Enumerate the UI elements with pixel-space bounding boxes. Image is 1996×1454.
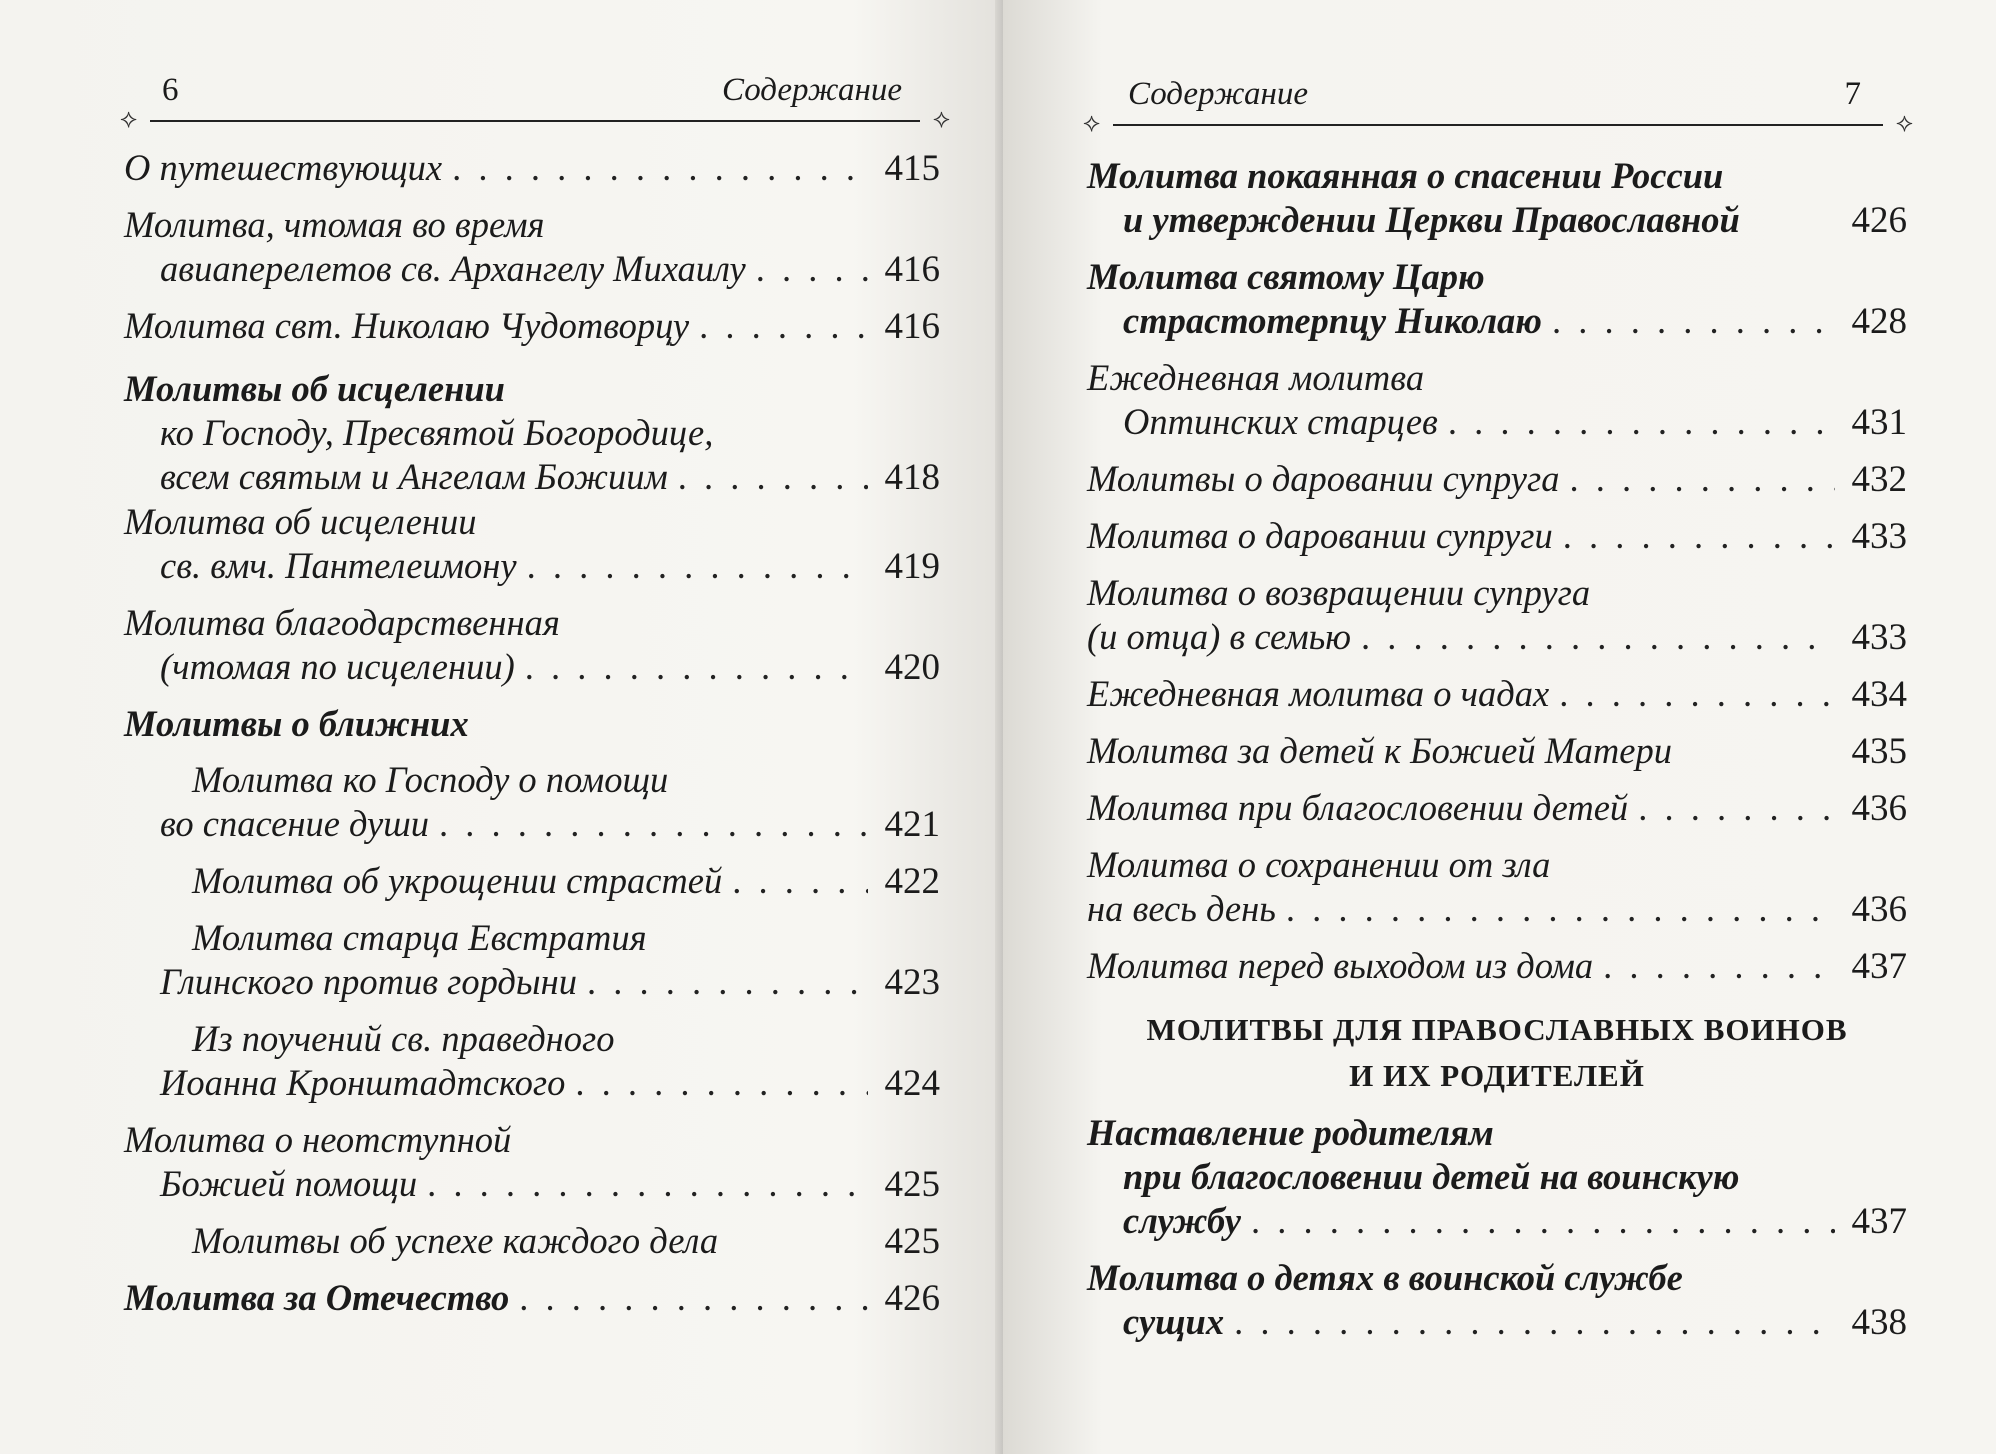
page-ref: 437 (1851, 1201, 1907, 1242)
toc-entry[interactable]: Из поучений св. праведного Иоанна Кронштадтского . . . 424 (124, 1017, 940, 1106)
page-ref: 418 (884, 457, 940, 498)
toc-entry[interactable]: Молитва о неотступной Божией помощи . . . 425 (124, 1118, 940, 1207)
page-ref: 437 (1851, 946, 1907, 987)
toc-list-left (124, 146, 940, 1321)
page-ref: 423 (884, 962, 940, 1003)
toc-entry[interactable]: Молитва об укрощении страстей . . . 422 (124, 859, 940, 904)
toc-entry[interactable]: Молитва старца Евстратия Глинского против гордыни . . . 423 (124, 916, 940, 1005)
page-ref: 428 (1851, 301, 1907, 342)
page-number: 6 (162, 72, 179, 108)
header-rule (1113, 124, 1883, 126)
toc-entry[interactable]: О путешествующих . . . 415 (124, 146, 940, 191)
page-ref: 436 (1851, 889, 1907, 930)
right-page (1003, 0, 1996, 1454)
toc-entry[interactable]: Молитвы об исцелении ко Господу, Пресвятой Богородице, всем святым и Ангелам Божиим . . . 418 (124, 367, 940, 500)
toc-entry[interactable]: Молитва о даровании супруги . . . 433 (1087, 514, 1907, 559)
ornament-icon: ⟡ (1083, 108, 1101, 138)
toc-entry[interactable]: Молитва святому Царю страстотерпцу Николаю . . . 428 (1087, 255, 1907, 344)
ornament-icon: ⟡ (120, 104, 138, 134)
toc-entry[interactable]: Молитва о детях в воинской службе сущих . . . 438 (1087, 1256, 1907, 1345)
toc-list-right (1087, 154, 1907, 1345)
ornament-icon: ⟡ (932, 104, 950, 134)
toc-entry[interactable]: Молитва о сохранении от зла на весь день . . . 436 (1087, 843, 1907, 932)
page-ref: 426 (1851, 200, 1907, 241)
toc-entry[interactable]: Ежедневная молитва Оптинских старцев . . . 431 (1087, 356, 1907, 445)
page-ref: 435 (1851, 731, 1907, 772)
page-number: 7 (1844, 76, 1861, 112)
page-ref: 434 (1851, 674, 1907, 715)
page-ref: 436 (1851, 788, 1907, 829)
toc-entry[interactable]: Молитва ко Господу о помощи во спасение души . . . 421 (124, 758, 940, 847)
page-ref: 419 (884, 546, 940, 587)
toc-section-heading[interactable]: Молитвы о ближних (124, 703, 469, 744)
page-ref: 425 (884, 1221, 940, 1262)
page-ref: 416 (884, 306, 940, 347)
toc-entry[interactable]: Молитва об исцелении св. вмч. Пантелеимону . . . 419 (124, 500, 940, 589)
right-page-header (1083, 76, 1913, 146)
toc-entry[interactable]: Наставление родителям при благословении детей на воинскую службу . . . 437 (1087, 1111, 1907, 1244)
page-ref: 426 (884, 1278, 940, 1319)
page-ref: 424 (884, 1063, 940, 1104)
ornament-icon: ⟡ (1895, 108, 1913, 138)
left-page-header (120, 72, 950, 142)
toc-entry[interactable]: Молитва свт. Николаю Чудотворцу . . . 416 (124, 304, 940, 349)
toc-entry[interactable]: Молитва покаянная о спасении России и утверждении Церкви Православной 426 (1087, 155, 1907, 241)
running-header: Содержание (1128, 76, 1309, 112)
toc-entry[interactable]: Молитва за детей к Божией Матери 435 (1087, 730, 1907, 772)
toc-entry[interactable]: Молитва благодарственная (чтомая по исцелении) . . . 420 (124, 601, 940, 690)
page-ref: 432 (1851, 459, 1907, 500)
running-header: Содержание (721, 72, 902, 108)
toc-entry[interactable]: Молитва при благословении детей . . . 436 (1087, 786, 1907, 831)
page-ref: 421 (884, 804, 940, 845)
toc-entry[interactable]: Молитва о возвращении супруга (и отца) в семью . . . 433 (1087, 571, 1907, 660)
toc-entry[interactable]: Молитва, чтомая во время авиаперелетов св. Архангелу Михаилу . . . 416 (124, 203, 940, 292)
page-ref: 433 (1851, 617, 1907, 658)
page-ref: 415 (884, 148, 940, 189)
page-ref: 438 (1851, 1302, 1907, 1343)
toc-entry[interactable]: Молитвы об успехе каждого дела 425 (192, 1220, 940, 1262)
toc-entry[interactable]: Молитва за Отечество . . . 426 (124, 1276, 940, 1321)
page-ref: 433 (1851, 516, 1907, 557)
toc-entry[interactable]: Молитвы о даровании супруга . . . 432 (1087, 457, 1907, 502)
toc-entry[interactable]: Молитва перед выходом из дома . . . 437 (1087, 944, 1907, 989)
page-ref: 420 (884, 647, 940, 688)
section-title: МОЛИТВЫ ДЛЯ ПРАВОСЛАВНЫХ ВОИНОВ И ИХ РОДИТЕЛЕЙ (1146, 1012, 1848, 1093)
toc-entry[interactable]: Ежедневная молитва о чадах . . . 434 (1087, 672, 1907, 717)
page-ref: 416 (884, 249, 940, 290)
page-ref: 422 (884, 861, 940, 902)
page-ref: 431 (1851, 402, 1907, 443)
page-ref: 425 (884, 1164, 940, 1205)
header-rule (150, 120, 920, 122)
